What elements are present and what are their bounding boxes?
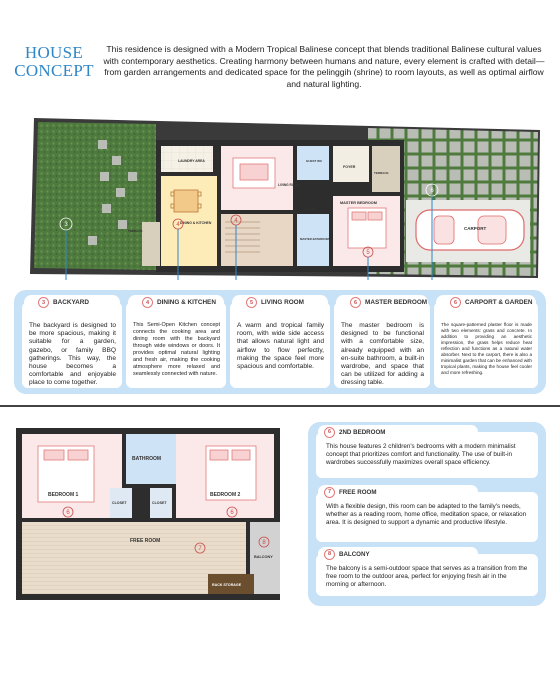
- card-title: BALCONY: [339, 550, 370, 558]
- card-backyard: [22, 299, 122, 388]
- card-master-bedroom: [334, 299, 430, 388]
- card-header: [318, 425, 478, 439]
- card-number: 8: [324, 549, 335, 560]
- svg-text:6: 6: [230, 510, 234, 516]
- card-balcony: [316, 550, 538, 596]
- title-line-1: HOUSE: [24, 43, 84, 62]
- terrace-label: TERRACE: [128, 229, 143, 233]
- terrace-back: [142, 222, 160, 266]
- foyer: [333, 146, 369, 182]
- upper-floor-plan: [10, 418, 300, 610]
- card-number: 6: [350, 297, 361, 308]
- card-header: [436, 295, 536, 310]
- card-header: [318, 547, 478, 561]
- card-title: 2ND BEDROOM: [339, 428, 386, 436]
- closet1-label: CLOSET: [112, 501, 127, 505]
- card-text: A warm and tropical family room, with wide side access that allows natural light and airflow to flow perfectly, making the space feel more spacious and comfortable.: [237, 322, 324, 371]
- bedroom2-label: BEDROOM 2: [210, 492, 241, 498]
- card-title: FREE ROOM: [339, 488, 377, 496]
- stair-label: STAIR: [306, 207, 315, 211]
- foyer-label: FOYER: [343, 165, 356, 169]
- bathroom-label: BATHROOM: [132, 456, 162, 462]
- guest-wc-label: GUEST WC: [306, 159, 323, 163]
- sofa-icon: [233, 158, 275, 188]
- master-bath-label: MASTER BATHROOM: [300, 237, 329, 241]
- card-text: The square-patterned plaster floor is made with two elements: grass and concrete. In addition to providing an aesthetic impression, the grass helps reduce heat reflection and functions as a natural water absorber. Next to the carport, there is also a minimalist garden that can be enhanced with tropical plants, making the house feel cooler and more refreshing.: [441, 322, 532, 375]
- card-free-room: [316, 488, 538, 542]
- card-text: The backyard is designed to be more spacious, making it suitable for a garden, gazebo, or family BBQ gatherings. This way, the house becomes a comfortable and enjoyable place to come together.: [29, 322, 116, 387]
- card-dining-kitchen: [126, 299, 226, 388]
- card-living-room: [230, 299, 330, 388]
- free-room-label: FREE ROOM: [130, 538, 161, 544]
- section-divider: [0, 405, 560, 407]
- dining-table-icon: [171, 190, 201, 212]
- card-title: BACKYARD: [53, 299, 89, 306]
- card-number: 6: [450, 297, 461, 308]
- card-2nd-bedroom: [316, 428, 538, 478]
- svg-text:8: 8: [262, 540, 266, 546]
- card-text: With a flexible design, this room can be adapted to the family's needs, whether as a reading room, home office, meditation space, or relaxation area. It is designed to support a dynamic and productive lifestyle.: [326, 503, 527, 526]
- card-text: This house features 2 children's bedrooms with a modern minimalist concept that prioritizes comfort and functionality. The use of built-in wardrobes successfully maximizes overall space efficiency.: [326, 443, 516, 466]
- card-title: CARPORT & GARDEN: [465, 299, 533, 306]
- ground-floor-plan: [28, 112, 548, 280]
- svg-text:3: 3: [64, 222, 68, 228]
- laundry-label: LAUNDRY AREA: [178, 159, 205, 163]
- card-text: The master bedroom is designed to be functional with a comfortable size, already equipped with an en-suite bathroom, a built-in wardrobe, and space that can be utilized for adding a dressing table.: [341, 322, 424, 387]
- card-carport-garden: [434, 299, 538, 388]
- backyard-grass: [34, 122, 156, 270]
- bedroom1-label: BEDROOM 1: [48, 492, 79, 498]
- balcony-label: BALCONY: [254, 555, 273, 559]
- card-title: DINING & KITCHEN: [157, 299, 216, 306]
- bed-icon: [348, 208, 386, 248]
- card-header: [128, 295, 224, 310]
- svg-text:4: 4: [176, 222, 180, 228]
- intro-text: This residence is designed with a Modern Tropical Balinese concept that blends traditional Balinese cultural values with contemporary aesthetics. Creating harmony between humans and nature, every element is crafted with detail—from garden arrangements and dedicated space for the pelinggih (shrine) to room layouts, as well as optimal airflow and natural lighting.: [103, 44, 545, 89]
- card-title: MASTER BEDROOM: [365, 299, 428, 306]
- page-title: [14, 44, 94, 80]
- card-number: 6: [324, 427, 335, 438]
- card-title: LIVING ROOM: [261, 299, 304, 306]
- svg-text:6: 6: [430, 188, 434, 194]
- dining-label: DINING & KITCHEN: [180, 221, 212, 225]
- svg-text:6: 6: [66, 510, 70, 516]
- terrace-front-label: TERRACE: [374, 171, 389, 175]
- guest-wc: [297, 146, 329, 180]
- storage-label: RACK STORAGE: [212, 583, 242, 587]
- svg-text:5: 5: [366, 250, 370, 256]
- closet2-label: CLOSET: [152, 501, 167, 505]
- card-number: 5: [246, 297, 257, 308]
- carport-label: CARPORT: [464, 226, 487, 231]
- card-number: 7: [324, 487, 335, 498]
- svg-text:7: 7: [198, 546, 202, 552]
- card-header: [232, 295, 328, 310]
- living-label: LIVING ROOM: [278, 183, 300, 187]
- card-header: [336, 295, 428, 310]
- card-header: [24, 295, 120, 310]
- master-label: MASTER BEDROOM: [340, 201, 377, 205]
- card-text: The balcony is a semi-outdoor space that serves as a transition from the free room to the outdoor area, perfect for enjoying fresh air in the morning or afternoon.: [326, 565, 528, 588]
- card-number: 3: [38, 297, 49, 308]
- card-text: This Semi-Open Kitchen concept connects the cooking area and dining room with the backyard through wide windows or doors. It provides optimal natural lighting and fresh air, making the cooking atmosphere more relaxed and seamlessly connected with nature.: [133, 322, 220, 377]
- svg-text:4: 4: [234, 218, 238, 224]
- title-line-2: CONCEPT: [14, 61, 94, 80]
- card-number: 4: [142, 297, 153, 308]
- card-header: [318, 485, 478, 499]
- terrace-front: [372, 146, 400, 192]
